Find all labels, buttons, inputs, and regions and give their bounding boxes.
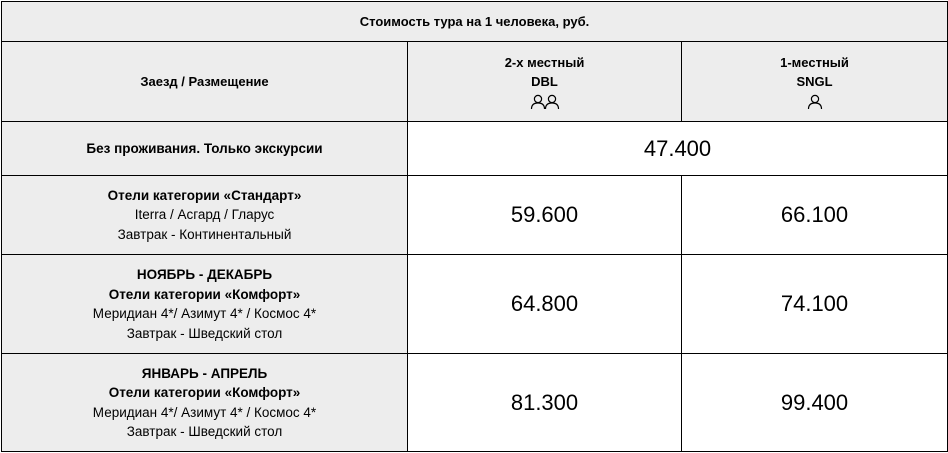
table-title: Стоимость тура на 1 человека, руб. bbox=[2, 2, 948, 42]
row-label-line: Отели категории «Комфорт» bbox=[108, 385, 301, 400]
row-label bbox=[2, 255, 408, 354]
price-table bbox=[1, 1, 948, 452]
table-row bbox=[2, 354, 948, 452]
row-label-line: Отели категории «Стандарт» bbox=[107, 187, 302, 203]
row-label-line: Завтрак - Континентальный bbox=[117, 226, 292, 242]
person-icon bbox=[807, 94, 823, 110]
price-cell-sngl: 74.100 bbox=[682, 255, 948, 354]
row-label bbox=[2, 122, 408, 176]
price-cell-dbl: 64.800 bbox=[408, 255, 682, 354]
double-line1: 2-х местный bbox=[504, 55, 585, 70]
row-label-line: НОЯБРЬ - ДЕКАБРЬ bbox=[136, 267, 273, 282]
double-line2: DBL bbox=[531, 74, 558, 89]
row-label bbox=[2, 354, 408, 452]
row-label-line: ЯНВАРЬ - АПРЕЛЬ bbox=[141, 365, 268, 381]
row-label bbox=[2, 176, 408, 255]
row-label-line: Меридиан 4*/ Азимут 4* / Космос 4* bbox=[92, 306, 317, 321]
price-cell-dbl: 81.300 bbox=[408, 354, 682, 452]
row-label-line: Меридиан 4*/ Азимут 4* / Космос 4* bbox=[92, 404, 317, 420]
price-cell-sngl: 99.400 bbox=[682, 354, 948, 452]
price-cell-sngl: 66.100 bbox=[682, 176, 948, 255]
table-row bbox=[2, 255, 948, 354]
row-label-line: Завтрак - Шведский стол bbox=[126, 325, 283, 341]
row-label-line: Без проживания. Только экскурсии bbox=[86, 140, 323, 156]
header-row bbox=[2, 42, 948, 122]
row-label-line: Завтрак - Шведский стол bbox=[126, 424, 283, 439]
column-header-stay: Заезд / Размещение bbox=[2, 42, 408, 122]
price-cell-dbl: 59.600 bbox=[408, 176, 682, 255]
single-line2: SNGL bbox=[796, 74, 833, 89]
row-label-line: Отели категории «Комфорт» bbox=[108, 286, 301, 302]
title-row bbox=[2, 2, 948, 42]
column-header-double bbox=[408, 42, 682, 122]
table-row bbox=[2, 176, 948, 255]
single-line1: 1-местный bbox=[780, 55, 849, 70]
two-persons-icon bbox=[530, 94, 560, 110]
column-header-single bbox=[682, 42, 948, 122]
price-cell-no-stay: 47.400 bbox=[408, 122, 948, 176]
table-row bbox=[2, 122, 948, 176]
row-label-line: Iterra / Асгард / Гларус bbox=[134, 207, 275, 223]
